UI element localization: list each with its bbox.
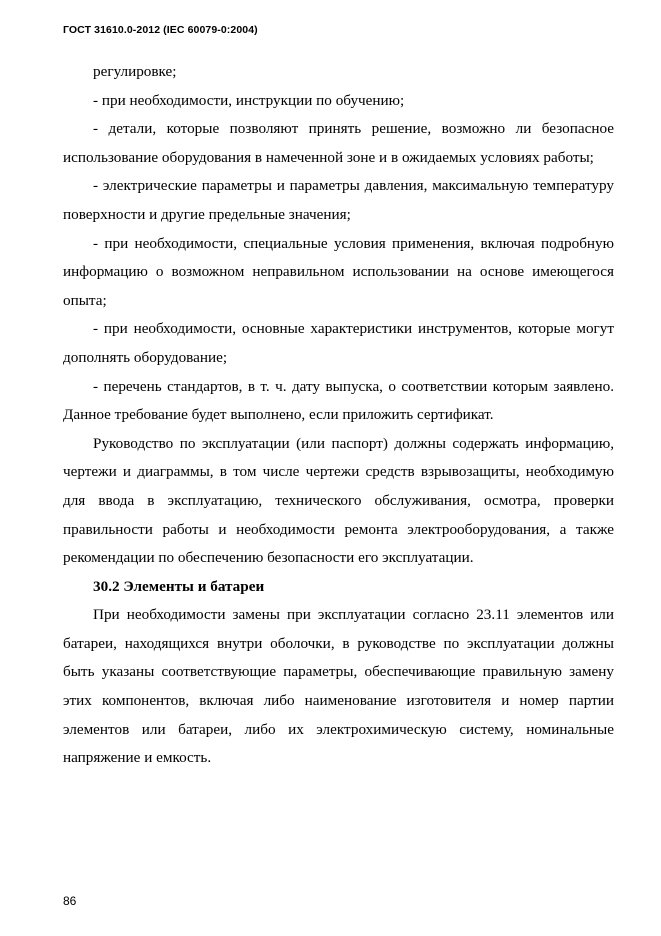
list-item-standards: - перечень стандартов, в т. ч. дату выпуска, о соответствии которым заявлено. Данное требование будет выполнено, если приложить сертификат. — [63, 377, 614, 424]
page-header: ГОСТ 31610.0-2012 (IEC 60079-0:2004) — [63, 24, 258, 36]
paragraph-cells-batteries: При необходимости замены при эксплуатации согласно 23.11 элементов или батареи, находящихся внутри оболочки, в руководстве по эксплуатации должны быть указаны соответствующие параметры, обеспечивающие правильную замену этих компонентов, включая либо наименование изготовителя и номер партии элементов или батареи, либо их электрохимическую систему, номинальные напряжение и емкость. — [63, 606, 614, 767]
list-item-special-conditions: - при необходимости, специальные условия применения, включая подробную информацию о возможном неправильном использовании на основе имеющегося опыта; — [63, 234, 614, 309]
section-heading: 30.2 Элементы и батареи — [93, 577, 265, 595]
document-body — [63, 58, 614, 773]
list-item-details: - детали, которые позволяют принять решение, возможно ли безопасное использование оборудования в намеченной зоне и в ожидаемых условиях работы; — [63, 120, 614, 166]
list-item-electrical-parameters: - электрические параметры и параметры давления, максимальную температуру поверхности и другие предельные значения; — [63, 177, 614, 223]
paragraph-continuation: регулировке; — [93, 63, 177, 80]
list-item-tools: - при необходимости, основные характеристики инструментов, которые могут дополнять оборудование; — [63, 320, 614, 366]
list-item-training: - при необходимости, инструкции по обучению; — [93, 91, 405, 109]
page-number: 86 — [63, 894, 77, 908]
paragraph-manual-requirements: Руководство по эксплуатации (или паспорт) должны содержать информацию, чертежи и диаграммы, в том числе чертежи средств взрывозащиты, необходимую для ввода в эксплуатацию, технического обслуживания, осмотра, проверки правильности работы и необходимости ремонта электрооборудования, а также рекомендации по обеспечению безопасности его эксплуатации. — [63, 434, 614, 567]
